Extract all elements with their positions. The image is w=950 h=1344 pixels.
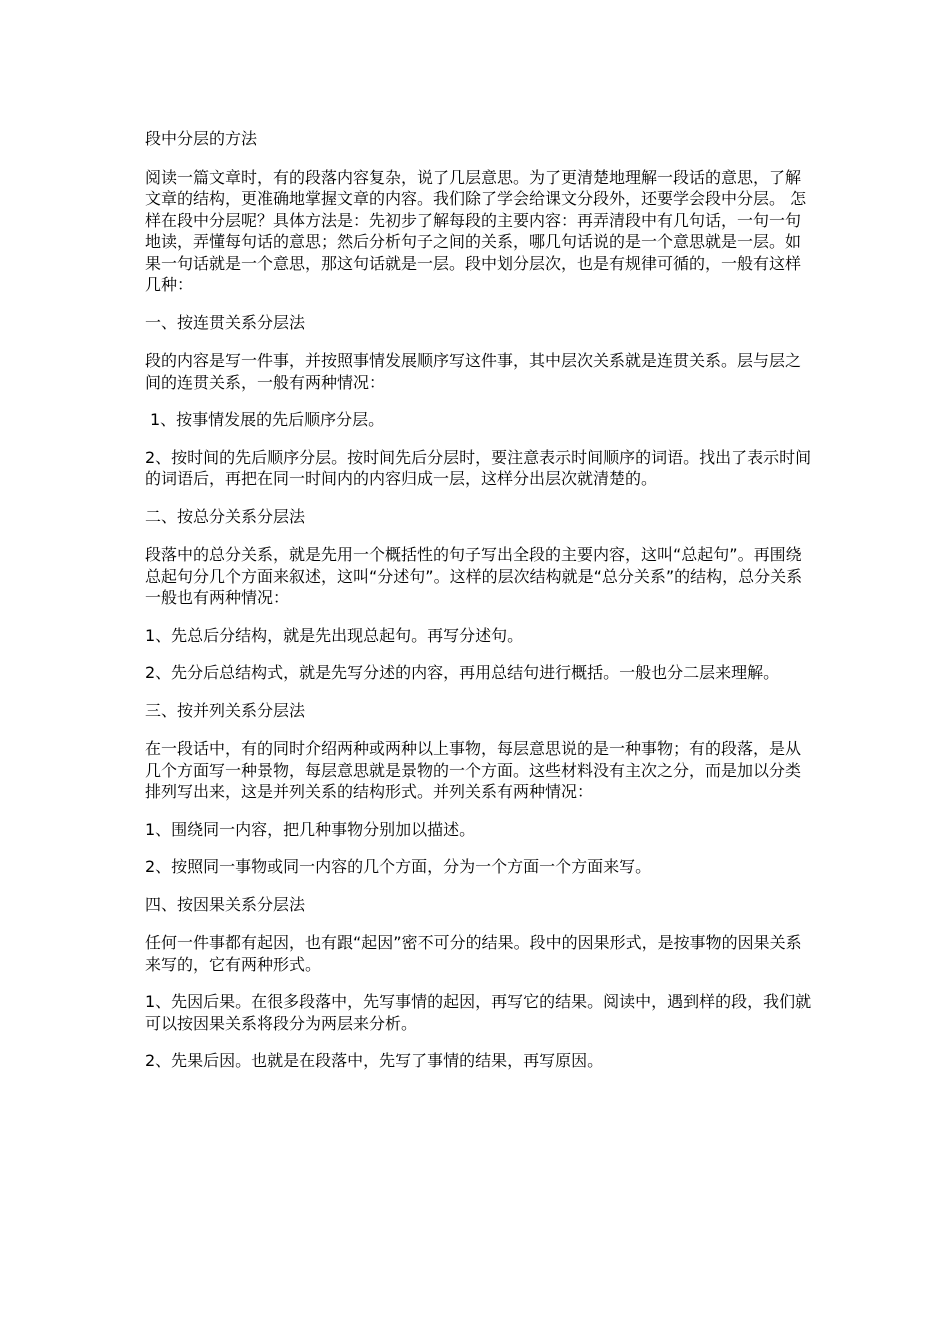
section-4-item-2: 2、先果后因。也就是在段落中，先写了事情的结果，再写原因。	[145, 1051, 604, 1070]
section-2-item-1: 1、先总后分结构，就是先出现总起句。再写分述句。	[145, 625, 524, 645]
document-title: 段中分层的方法	[145, 129, 258, 148]
section-3-item-2: 2、按照同一事物或同一内容的几个方面，分为一个方面一个方面来写。	[145, 857, 652, 876]
section-heading-4: 四、按因果关系分层法	[145, 894, 306, 914]
section-1-item-2: 2、按时间的先后顺序分层。按时间先后分层时，要注意表示时间顺序的词语。找出了表示时间的词语后，再把在同一时间内的内容归成一层，这样分出层次就清楚的。	[145, 447, 812, 488]
section-body-4: 任何一件事都有起因，也有跟“起因”密不可分的结果。段中的因果形式，是按事物的因果关系来写的，它有两种形式。	[145, 933, 802, 974]
section-heading-1: 一、按连贯关系分层法	[145, 312, 306, 332]
section-2-item-2: 2、先分后总结构式，就是先写分述的内容，再用总结句进行概括。一般也分二层来理解。	[145, 663, 780, 682]
intro-paragraph: 阅读一篇文章时，有的段落内容复杂，说了几层意思。为了更清楚地理解一段话的意思，了解文章的结构，更准确地掌握文章的内容。我们除了学会给课文分段外，还要学会段中分层。 怎样在段中分层呢？具体方法是：先初步了解每段的主要内容：再弄清段中有几句话，一句一句地读，弄懂每句话的意思；然后分析句子之间的关系，哪几句话说的是一个意思就是一层。如果一句话就是一个意思，那这句话就是一层。段中划分层次，也是有规律可循的，一般有这样几种：	[145, 167, 807, 294]
section-body-1: 段的内容是写一件事，并按照事情发展顺序写这件事，其中层次关系就是连贯关系。层与层之间的连贯关系，一般有两种情况：	[145, 351, 802, 392]
section-1-item-1: 1、按事情发展的先后顺序分层。	[150, 410, 385, 429]
section-body-3: 在一段话中，有的同时介绍两种或两种以上事物，每层意思说的是一种事物；有的段落，是从几个方面写一种景物，每层意思就是景物的一个方面。这些材料没有主次之分，而是加以分类排列写出来，这是并列关系的结构形式。并列关系有两种情况：	[145, 739, 802, 801]
section-heading-3: 三、按并列关系分层法	[145, 700, 306, 720]
section-heading-2: 二、按总分关系分层法	[145, 506, 306, 526]
section-body-2: 段落中的总分关系，就是先用一个概括性的句子写出全段的主要内容，这叫“总起句”。再围绕总起句分几个方面来叙述，这叫“分述句”。这样的层次结构就是“总分关系”的结构，总分关系一般也有两种情况：	[145, 545, 803, 607]
document-body	[145, 128, 815, 1088]
section-4-item-1: 1、先因后果。在很多段落中，先写事情的起因，再写它的结果。阅读中，遇到样的段，我们就可以按因果关系将段分为两层来分析。	[145, 992, 812, 1033]
section-3-item-1: 1、围绕同一内容，把几种事物分别加以描述。	[145, 819, 476, 839]
